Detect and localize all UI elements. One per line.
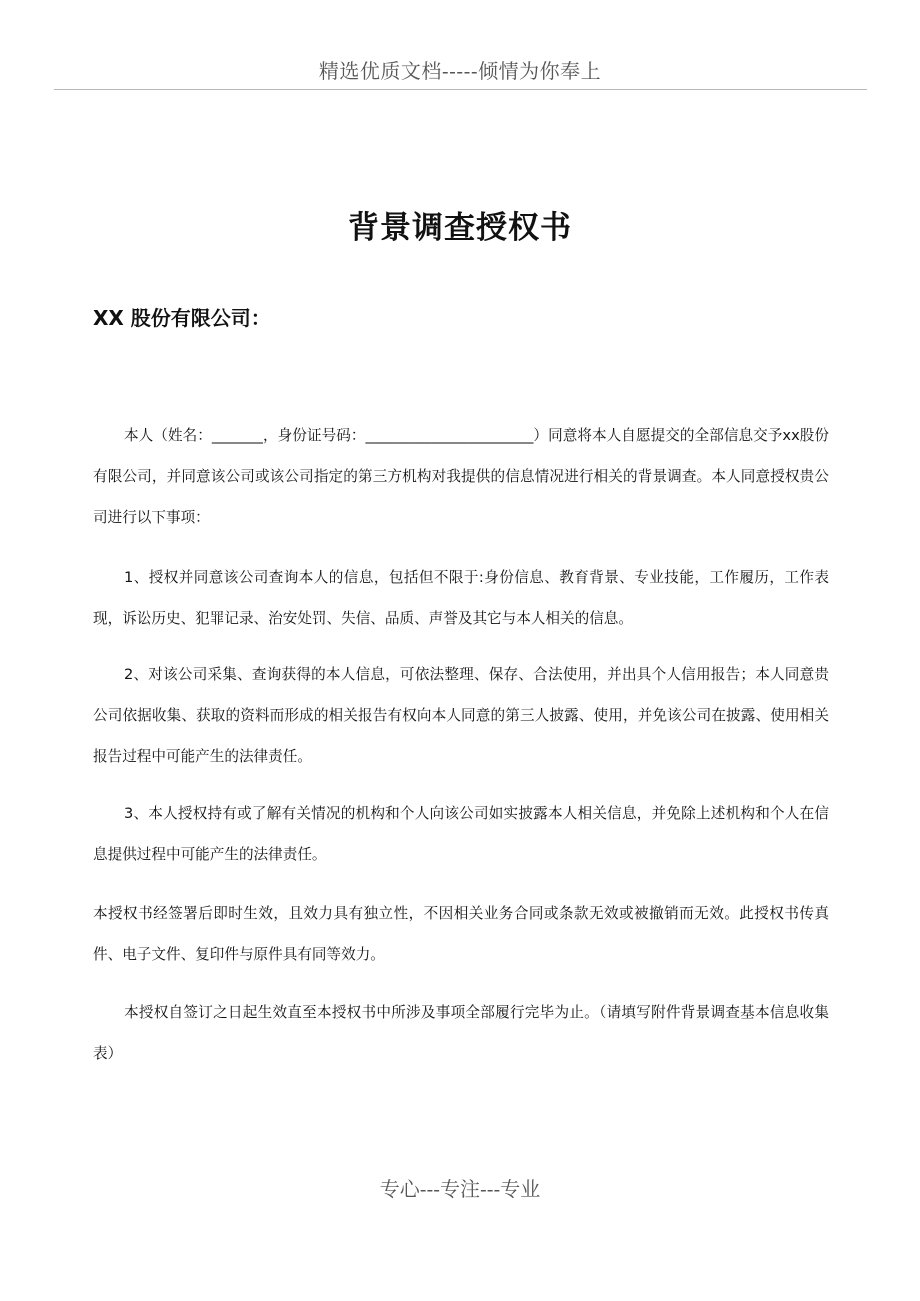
validity-paragraph: 本授权书经签署后即时生效，且效力具有独立性，不因相关业务合同或条款无效或被撤销而无效。此授权书传真件、电子文件、复印件与原件具有同等效力。 <box>93 905 829 963</box>
authorization-item-3: 3、本人授权持有或了解有关情况的机构和个人向该公司如实披露本人相关信息，并免除上述机构和个人在信息提供过程中可能产生的法律责任。 <box>93 805 829 863</box>
page-footer-text: 专心---专注---专业 <box>379 1177 541 1201</box>
term-paragraph: 本授权自签订之日起生效直至本授权书中所涉及事项全部履行完毕为止。（请填写附件背景调查基本信息收集表） <box>93 1004 829 1062</box>
addressee-line: XX 股份有限公司： <box>93 306 271 330</box>
intro-paragraph: 本人（姓名：_______，身份证号码：_______________________）同意将本人自愿提交的全部信息交予xx股份有限公司，并同意该公司或该公司指定的第三方机构对我提供的信息情况进行相关的背景调查。本人同意授权贵公司进行以下事项： <box>93 427 829 526</box>
page-header-text: 精选优质文档-----倾情为你奉上 <box>318 59 602 83</box>
header-divider <box>54 89 867 90</box>
authorization-item-2: 2、对该公司采集、查询获得的本人信息，可依法整理、保存、合法使用，并出具个人信用报告；本人同意贵公司依据收集、获取的资料而形成的相关报告有权向本人同意的第三人披露、使用，并免该公司在披露、使用相关报告过程中可能产生的法律责任。 <box>93 666 829 765</box>
authorization-item-1: 1、授权并同意该公司查询本人的信息，包括但不限于:身份信息、教育背景、专业技能，工作履历，工作表现，诉讼历史、犯罪记录、治安处罚、失信、品质、声誉及其它与本人相关的信息。 <box>93 569 829 627</box>
document-title: 背景调查授权书 <box>348 210 572 246</box>
